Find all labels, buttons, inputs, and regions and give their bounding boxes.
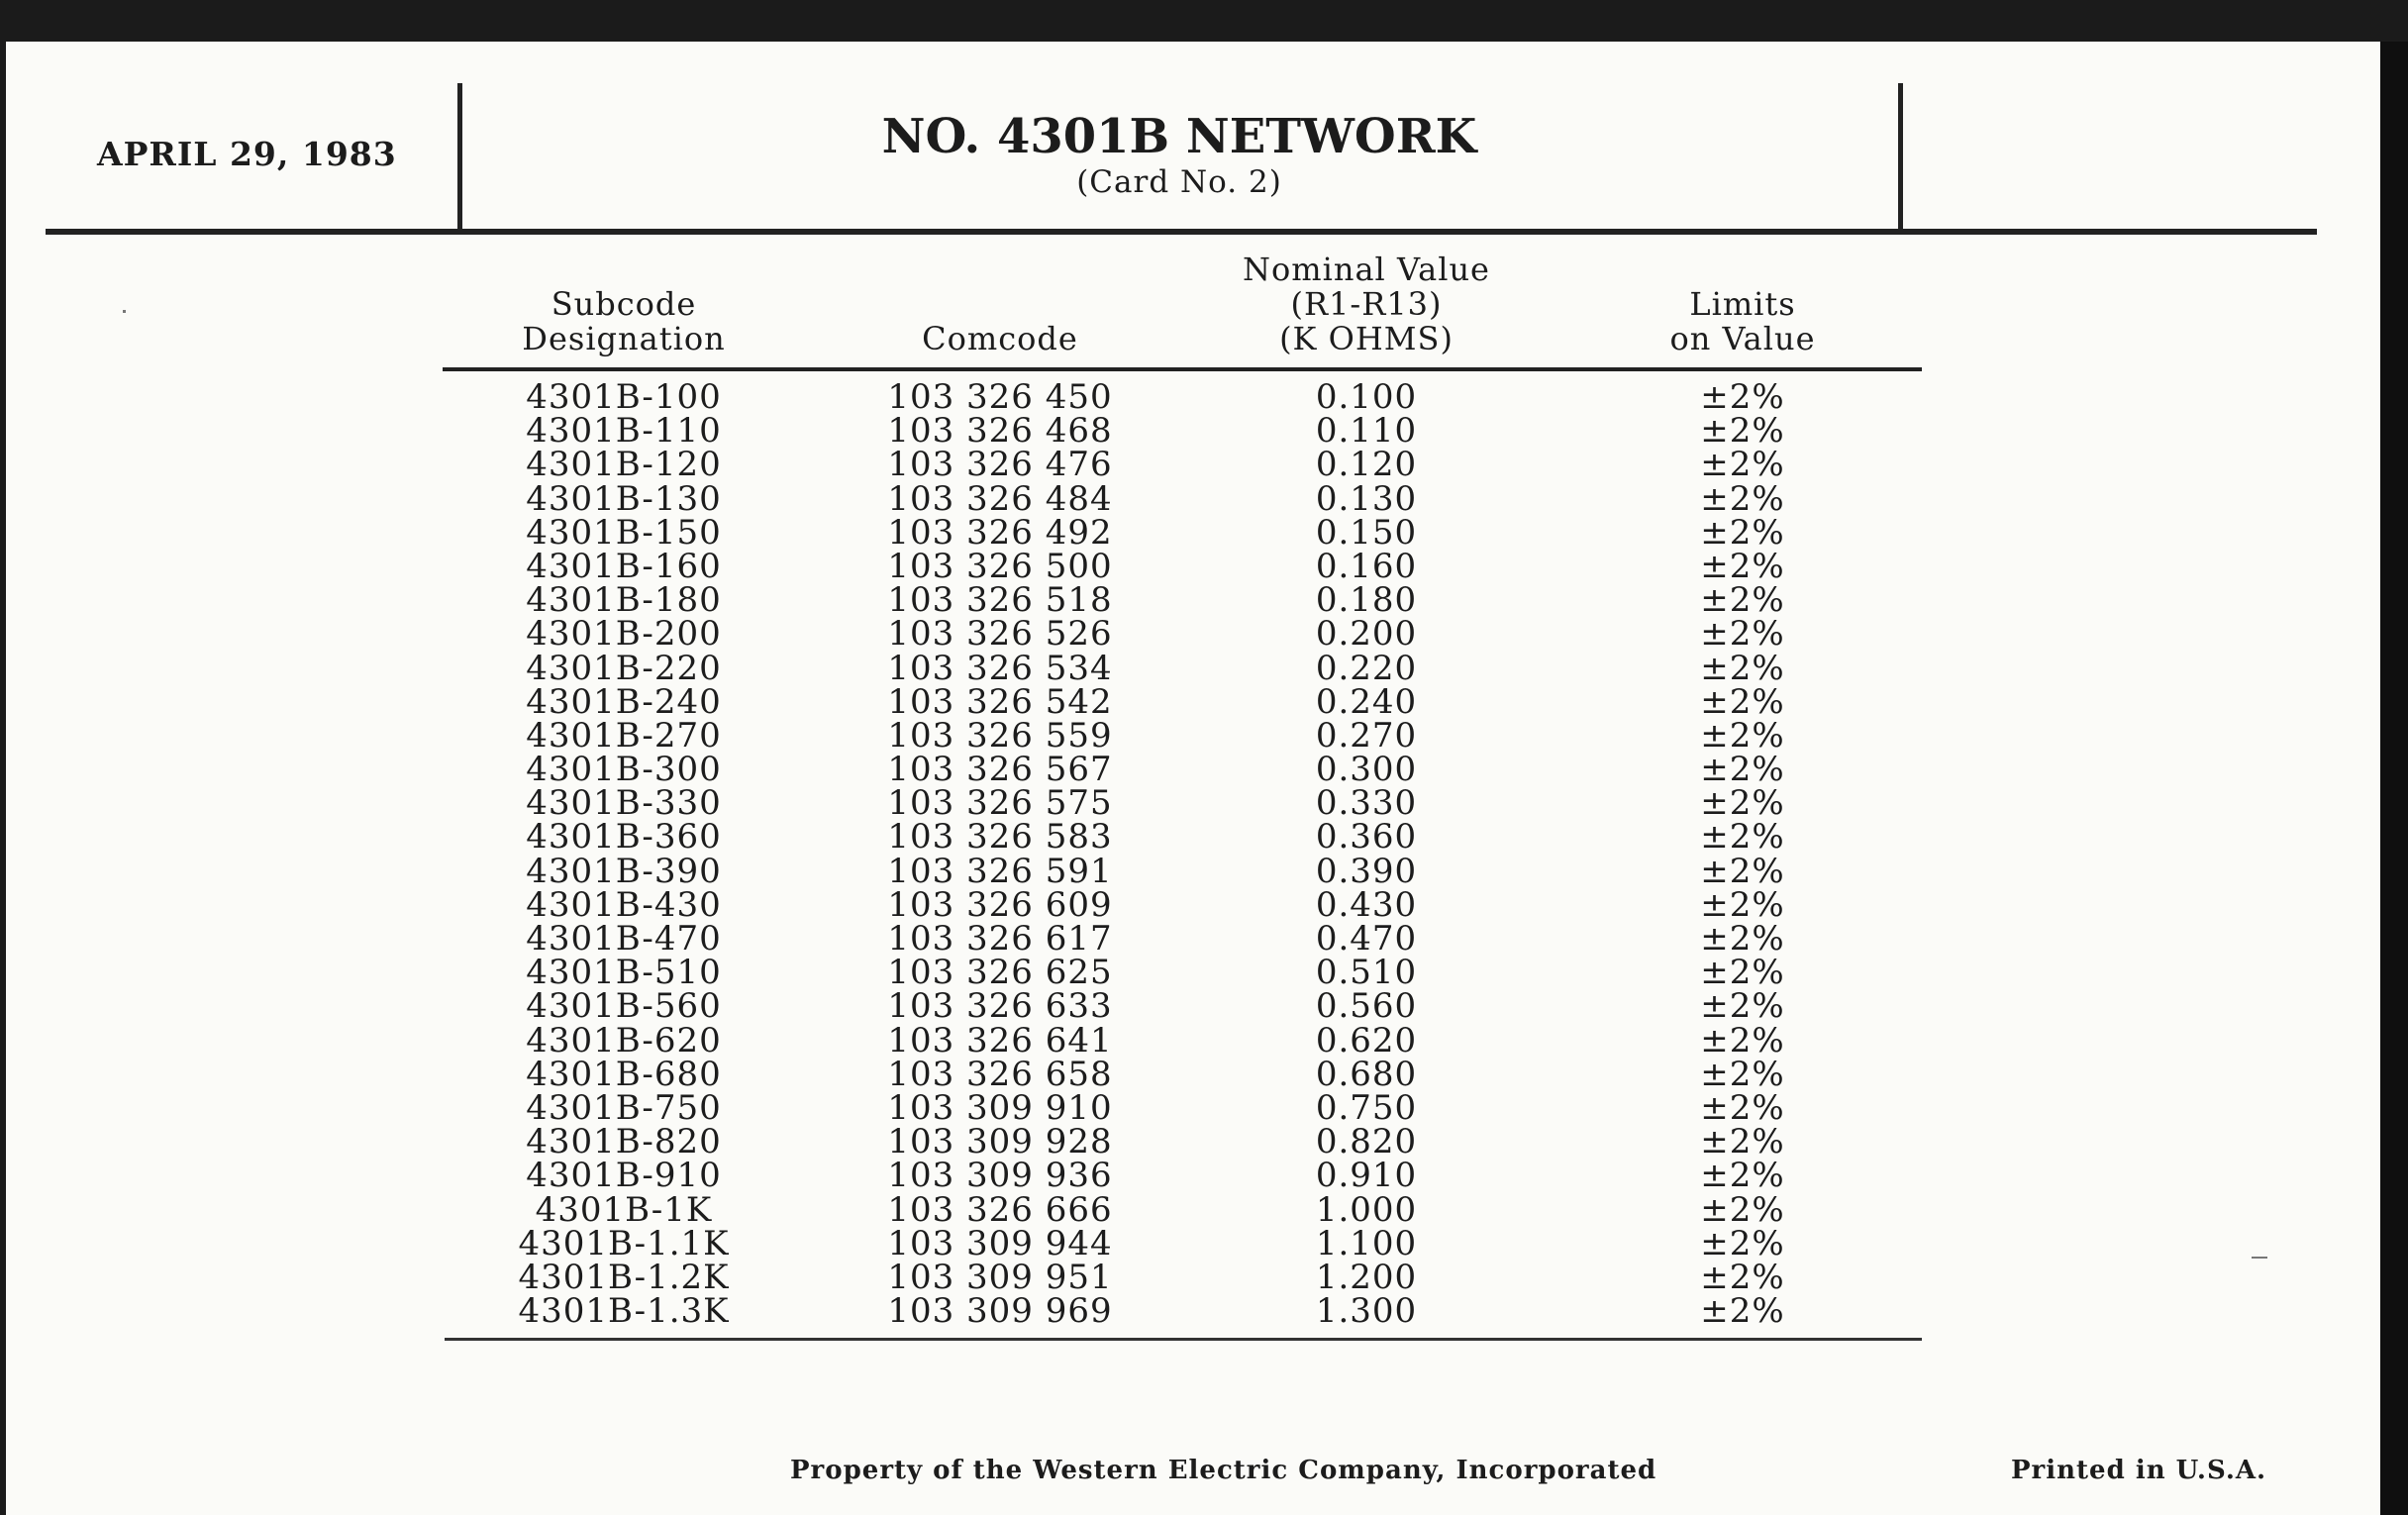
cell-limits: ±2% (1700, 377, 1785, 417)
cell-limits: ±2% (1700, 681, 1785, 722)
cell-limits: ±2% (1700, 1122, 1785, 1162)
cell-subcode: 4301B-160 (526, 546, 722, 586)
table-row (443, 648, 1922, 688)
cell-limits: ±2% (1700, 1054, 1785, 1094)
cell-comcode: 103 309 928 (887, 1122, 1113, 1162)
cell-subcode: 4301B-1.2K (518, 1257, 730, 1297)
page-title: NO. 4301B NETWORK (881, 109, 1477, 164)
footer-property: Property of the Western Electric Company, Incorporated (790, 1456, 1657, 1485)
cell-limits: ±2% (1700, 411, 1785, 452)
table-row (443, 1020, 1922, 1060)
cell-subcode: 4301B-470 (526, 919, 722, 959)
cell-subcode: 4301B-820 (526, 1122, 722, 1162)
cell-subcode: 4301B-270 (526, 715, 722, 756)
table-row (443, 377, 1922, 417)
cell-comcode: 103 326 591 (887, 851, 1113, 891)
cell-nominal: 0.470 (1315, 919, 1418, 959)
cell-comcode: 103 326 567 (887, 750, 1113, 790)
scan-edge (2380, 42, 2408, 1515)
cell-nominal: 0.390 (1315, 851, 1418, 891)
cell-comcode: 103 326 484 (887, 478, 1113, 519)
cell-subcode: 4301B-750 (526, 1087, 722, 1128)
table-bottom-rule (445, 1338, 1922, 1341)
col-header-nominal-line1: Nominal Value (1243, 251, 1490, 288)
cell-limits: ±2% (1700, 884, 1785, 925)
cell-limits: ±2% (1700, 614, 1785, 655)
cell-subcode: 4301B-1.3K (518, 1291, 730, 1332)
table-row (443, 715, 1922, 756)
cell-nominal: 0.270 (1315, 715, 1418, 756)
table-row (443, 1189, 1922, 1230)
cell-limits: ±2% (1700, 478, 1785, 519)
cell-limits: ±2% (1700, 1189, 1785, 1230)
table-row (443, 681, 1922, 722)
col-header-comcode: Comcode (922, 320, 1078, 357)
cell-limits: ±2% (1700, 648, 1785, 688)
cell-nominal: 0.910 (1315, 1156, 1418, 1196)
cell-comcode: 103 326 617 (887, 919, 1113, 959)
cell-subcode: 4301B-360 (526, 817, 722, 858)
cell-subcode: 4301B-100 (526, 377, 722, 417)
cell-comcode: 103 326 468 (887, 411, 1113, 452)
cell-limits: ±2% (1700, 986, 1785, 1027)
cell-comcode: 103 326 518 (887, 580, 1113, 621)
cell-comcode: 103 326 625 (887, 953, 1113, 993)
table-row (443, 512, 1922, 553)
cell-comcode: 103 326 500 (887, 546, 1113, 586)
cell-nominal: 0.180 (1315, 580, 1418, 621)
cell-nominal: 0.200 (1315, 614, 1418, 655)
issue-date: APRIL 29, 1983 (97, 135, 397, 173)
cell-nominal: 0.620 (1315, 1020, 1418, 1060)
cell-comcode: 103 326 542 (887, 681, 1113, 722)
header-rule (46, 229, 2317, 235)
cell-comcode: 103 326 658 (887, 1054, 1113, 1094)
cell-limits: ±2% (1700, 750, 1785, 790)
cell-comcode: 103 309 969 (887, 1291, 1113, 1332)
cell-nominal: 0.430 (1315, 884, 1418, 925)
cell-nominal: 0.150 (1315, 512, 1418, 553)
cell-comcode: 103 326 526 (887, 614, 1113, 655)
cell-nominal: 0.110 (1315, 411, 1418, 452)
cell-comcode: 103 309 936 (887, 1156, 1113, 1196)
footer-printed: Printed in U.S.A. (2011, 1456, 2267, 1485)
col-header-limits (1584, 287, 1901, 356)
table-row (443, 445, 1922, 485)
cell-comcode: 103 326 476 (887, 445, 1113, 485)
cell-subcode: 4301B-130 (526, 478, 722, 519)
table-row (443, 1223, 1922, 1263)
cell-nominal: 0.240 (1315, 681, 1418, 722)
cell-comcode: 103 326 666 (887, 1189, 1113, 1230)
cell-limits: ±2% (1700, 1087, 1785, 1128)
cell-nominal: 1.100 (1315, 1223, 1418, 1263)
cell-comcode: 103 326 641 (887, 1020, 1113, 1060)
cell-comcode: 103 326 450 (887, 377, 1113, 417)
cell-subcode: 4301B-300 (526, 750, 722, 790)
cell-subcode: 4301B-180 (526, 580, 722, 621)
cell-nominal: 0.330 (1315, 783, 1418, 824)
scan-speck (123, 310, 126, 313)
table-row (443, 986, 1922, 1027)
table-row (443, 953, 1922, 993)
cell-comcode: 103 309 910 (887, 1087, 1113, 1128)
cell-limits: ±2% (1700, 546, 1785, 586)
cell-limits: ±2% (1700, 715, 1785, 756)
page-subtitle: (Card No. 2) (1076, 164, 1282, 200)
table-row (443, 1122, 1922, 1162)
col-header-subcode-line1: Subcode (551, 285, 697, 323)
table-row (443, 750, 1922, 790)
table-row (443, 1087, 1922, 1128)
cell-limits: ±2% (1700, 919, 1785, 959)
table-row (443, 1156, 1922, 1196)
table-row (443, 478, 1922, 519)
table-row (443, 1291, 1922, 1332)
cell-comcode: 103 309 944 (887, 1223, 1113, 1263)
cell-comcode: 103 326 492 (887, 512, 1113, 553)
cell-nominal: 0.130 (1315, 478, 1418, 519)
col-header-nominal (1188, 252, 1545, 356)
col-header-nominal-line3: (K OHMS) (1279, 320, 1454, 357)
table-row (443, 1054, 1922, 1094)
header-divider-right (1898, 83, 1903, 234)
cell-limits: ±2% (1700, 512, 1785, 553)
cell-nominal: 0.300 (1315, 750, 1418, 790)
cell-nominal: 1.000 (1315, 1189, 1418, 1230)
cell-subcode: 4301B-430 (526, 884, 722, 925)
cell-subcode: 4301B-620 (526, 1020, 722, 1060)
table-row (443, 411, 1922, 452)
cell-comcode: 103 326 609 (887, 884, 1113, 925)
cell-subcode: 4301B-510 (526, 953, 722, 993)
table-row (443, 1257, 1922, 1297)
cell-comcode: 103 326 575 (887, 783, 1113, 824)
cell-subcode: 4301B-110 (526, 411, 722, 452)
cell-nominal: 0.120 (1315, 445, 1418, 485)
scan-speck (2252, 1257, 2267, 1259)
cell-nominal: 0.510 (1315, 953, 1418, 993)
cell-nominal: 0.560 (1315, 986, 1418, 1027)
cell-limits: ±2% (1700, 817, 1785, 858)
cell-limits: ±2% (1700, 953, 1785, 993)
cell-subcode: 4301B-1.1K (518, 1223, 730, 1263)
cell-subcode: 4301B-120 (526, 445, 722, 485)
cell-limits: ±2% (1700, 851, 1785, 891)
cell-subcode: 4301B-330 (526, 783, 722, 824)
cell-comcode: 103 309 951 (887, 1257, 1113, 1297)
cell-limits: ±2% (1700, 445, 1785, 485)
cell-subcode: 4301B-150 (526, 512, 722, 553)
col-header-subcode-line2: Designation (522, 320, 726, 357)
table-header-rule (443, 367, 1922, 371)
cell-subcode: 4301B-200 (526, 614, 722, 655)
cell-subcode: 4301B-910 (526, 1156, 722, 1196)
cell-limits: ±2% (1700, 1257, 1785, 1297)
col-header-nominal-line2: (R1-R13) (1290, 285, 1443, 323)
cell-subcode: 4301B-560 (526, 986, 722, 1027)
col-header-limits-line1: Limits (1689, 285, 1796, 323)
cell-limits: ±2% (1700, 1020, 1785, 1060)
cell-comcode: 103 326 559 (887, 715, 1113, 756)
table-row (443, 614, 1922, 655)
cell-nominal: 1.200 (1315, 1257, 1418, 1297)
table-row (443, 783, 1922, 824)
cell-limits: ±2% (1700, 1223, 1785, 1263)
cell-subcode: 4301B-680 (526, 1054, 722, 1094)
cell-subcode: 4301B-390 (526, 851, 722, 891)
table-row (443, 546, 1922, 586)
table-row (443, 919, 1922, 959)
cell-comcode: 103 326 633 (887, 986, 1113, 1027)
table-row (443, 884, 1922, 925)
cell-nominal: 0.100 (1315, 377, 1418, 417)
cell-limits: ±2% (1700, 1291, 1785, 1332)
cell-limits: ±2% (1700, 580, 1785, 621)
cell-nominal: 0.160 (1315, 546, 1418, 586)
cell-subcode: 4301B-220 (526, 648, 722, 688)
cell-subcode: 4301B-240 (526, 681, 722, 722)
col-header-limits-line2: on Value (1669, 320, 1816, 357)
table-row (443, 817, 1922, 858)
cell-comcode: 103 326 534 (887, 648, 1113, 688)
cell-nominal: 0.750 (1315, 1087, 1418, 1128)
table-body (443, 377, 1922, 1332)
table-row (443, 580, 1922, 621)
cell-comcode: 103 326 583 (887, 817, 1113, 858)
cell-subcode: 4301B-1K (535, 1189, 713, 1230)
cell-nominal: 0.680 (1315, 1054, 1418, 1094)
col-header-subcode (465, 287, 782, 356)
cell-limits: ±2% (1700, 1156, 1785, 1196)
cell-nominal: 0.360 (1315, 817, 1418, 858)
cell-nominal: 0.820 (1315, 1122, 1418, 1162)
cell-nominal: 1.300 (1315, 1291, 1418, 1332)
cell-nominal: 0.220 (1315, 648, 1418, 688)
table-row (443, 851, 1922, 891)
cell-limits: ±2% (1700, 783, 1785, 824)
